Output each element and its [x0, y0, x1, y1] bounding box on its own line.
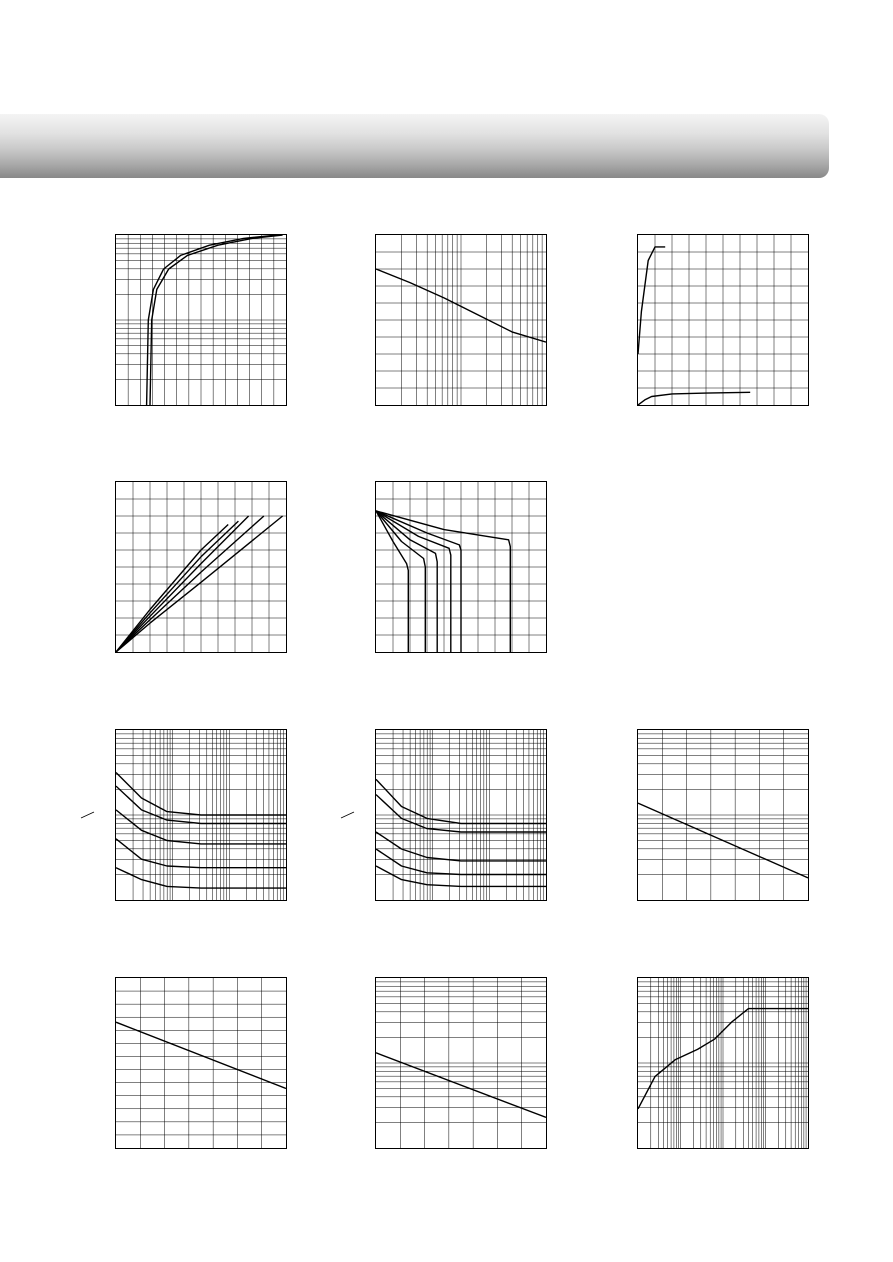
series-line-0	[376, 511, 408, 652]
chart-6	[116, 730, 286, 900]
chart-1	[116, 235, 286, 405]
chart-7	[376, 730, 546, 900]
chart-panel-8	[637, 729, 809, 901]
chart-panel-10	[375, 977, 547, 1149]
section-header-bar	[0, 114, 829, 178]
series-line-1	[116, 786, 286, 823]
chart-8	[638, 730, 808, 900]
chart-5	[376, 482, 546, 652]
series-line-2	[376, 832, 546, 861]
series-line-0	[116, 1022, 286, 1088]
gridlines	[376, 235, 546, 405]
gridlines	[116, 235, 286, 405]
series-line-3	[116, 839, 286, 868]
chart-panel-9	[115, 977, 287, 1149]
chart-10	[376, 978, 546, 1148]
axis-tick-mark-left-2	[340, 810, 356, 820]
series-line-3	[376, 849, 546, 875]
chart-panel-7	[375, 729, 547, 901]
series-line-0	[376, 779, 546, 823]
series-line-4	[376, 866, 546, 886]
chart-panel-6	[115, 729, 287, 901]
chart-11	[638, 978, 808, 1148]
series-line-5	[376, 511, 510, 652]
axis-tick-mark-left-1	[80, 810, 96, 820]
series-line-2	[376, 511, 437, 652]
chart-panel-1	[115, 234, 287, 406]
chart-panel-3	[637, 234, 809, 406]
series-line-4	[116, 868, 286, 888]
series-line-0	[638, 247, 665, 354]
chart-panel-2	[375, 234, 547, 406]
series-line-0	[116, 773, 286, 816]
gridlines	[638, 235, 808, 405]
series-line-4	[376, 511, 461, 652]
series-line-0	[376, 1053, 546, 1118]
gridlines	[638, 978, 808, 1148]
chart-panel-4	[115, 481, 287, 653]
chart-2	[376, 235, 546, 405]
chart-3	[638, 235, 808, 405]
chart-4	[116, 482, 286, 652]
gridlines	[116, 978, 286, 1148]
chart-panel-5	[375, 481, 547, 653]
series-line-1	[376, 795, 546, 832]
chart-9	[116, 978, 286, 1148]
chart-panel-11	[637, 977, 809, 1149]
gridlines	[116, 482, 286, 652]
